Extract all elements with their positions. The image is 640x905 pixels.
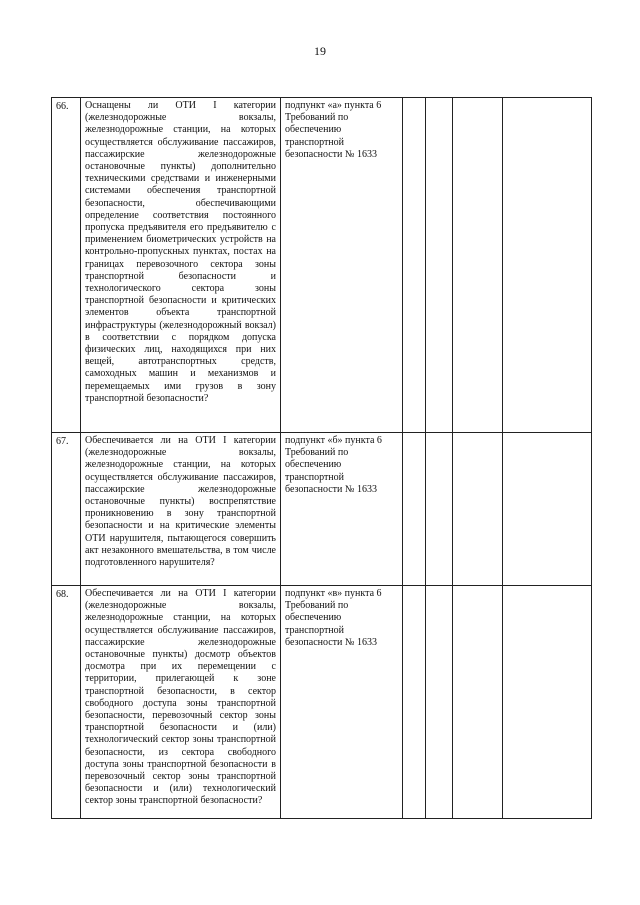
table-row bbox=[52, 98, 592, 433]
checklist-table bbox=[51, 97, 592, 819]
table-row bbox=[52, 586, 592, 819]
question-cell bbox=[81, 98, 281, 433]
answer-cell-na[interactable] bbox=[453, 98, 503, 433]
table-row bbox=[52, 433, 592, 586]
row-number: 68. bbox=[52, 586, 81, 819]
question-text: Обеспечивается ли на ОТИ I категории (железнодорожные вокзалы, железнодорожные станции, на которых осуществляется обслуживание пассажиров, пассажирские железнодорожные остановочные пункты) досмотр объектов досмотра при их перемещении с территории, прилегающей к зоне транспортной безопасности, в сектор свободного доступа зоны транспортной безопасности, перевозочный сектор зоны транспортной безопасности и (или) технологический сектор зоны транспортной безопасности, из сектора свободного доступа зоны транспортной безопасности в перевозочный сектор зоны транспортной безопасности и (или) технологический сектор зоны транспортной безопасности? bbox=[85, 588, 276, 807]
answer-cell-na[interactable] bbox=[453, 586, 503, 819]
notes-cell[interactable] bbox=[503, 433, 592, 586]
reference-cell: подпункт «а» пункта 6 Требований по обеспечению транспортной безопасности № 1633 bbox=[281, 98, 403, 433]
row-number: 66. bbox=[52, 98, 81, 433]
answer-cell-no[interactable] bbox=[426, 98, 453, 433]
answer-cell-no[interactable] bbox=[426, 433, 453, 586]
question-cell bbox=[81, 586, 281, 819]
answer-cell-yes[interactable] bbox=[403, 433, 426, 586]
page-number: 19 bbox=[314, 44, 326, 58]
reference-cell: подпункт «в» пункта 6 Требований по обеспечению транспортной безопасности № 1633 bbox=[281, 586, 403, 819]
answer-cell-yes[interactable] bbox=[403, 586, 426, 819]
question-text: Обеспечивается ли на ОТИ I категории (железнодорожные вокзалы, железнодорожные станции, на которых осуществляется обслуживание пассажиров, пассажирские железнодорожные остановочные пункты) воспрепятствие проникновению в зону транспортной безопасности и на критические элементы ОТИ нарушителя, пытающегося совершить акт незаконного вмешательства, в том числе подготовленного нарушителя? bbox=[85, 435, 276, 569]
question-cell bbox=[81, 433, 281, 586]
row-number: 67. bbox=[52, 433, 81, 586]
answer-cell-na[interactable] bbox=[453, 433, 503, 586]
answer-cell-no[interactable] bbox=[426, 586, 453, 819]
notes-cell[interactable] bbox=[503, 98, 592, 433]
reference-cell: подпункт «б» пункта 6 Требований по обеспечению транспортной безопасности № 1633 bbox=[281, 433, 403, 586]
notes-cell[interactable] bbox=[503, 586, 592, 819]
question-text: Оснащены ли ОТИ I категории (железнодорожные вокзалы, железнодорожные станции, на которых осуществляется обслуживание пассажиров, пассажирские железнодорожные остановочные пункты) дополнительно техническими средствами и инженерными системами обеспечения транспортной безопасности, обеспечивающими определение соответствия постоянного пропуска предъявителя его предъявителю с применением биометрических устройств на контрольно-пропускных пунктах, постах на границах перевозочного сектора зоны транспортной безопасности и технологического сектора зоны транспортной безопасности и критических элементов объекта транспортной инфраструктуры (железнодорожный вокзал) в соответствии с порядком допуска физических лиц, находящихся при них вещей, автотранспортных средств, самоходных машин и механизмов и перемещаемых ими грузов в зону транспортной безопасности? bbox=[85, 100, 276, 404]
answer-cell-yes[interactable] bbox=[403, 98, 426, 433]
